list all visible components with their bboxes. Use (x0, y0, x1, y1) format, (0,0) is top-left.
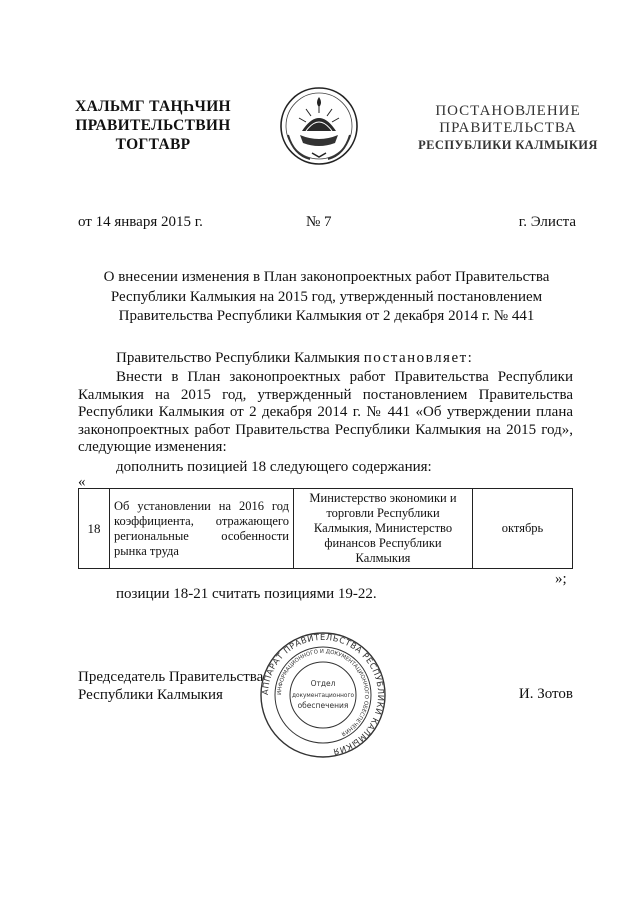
quote-open-mark: « (78, 474, 86, 490)
document-title: О внесении изменения в План законопроектных работ Правительства Республики Калмыкия на 2015 год, утвержденный постановлением Правительства Республики Калмыкия от 2 декабря 2014 г. № 441 (103, 269, 550, 324)
header-kalmyk-line: ХАЛЬМГ ТАҢҺЧИН (75, 98, 231, 115)
signatory-position-line: Председатель Правительства (78, 669, 264, 685)
coat-of-arms-emblem-icon (278, 85, 360, 167)
header-russian-line: РЕСПУБЛИКИ КАЛМЫКИЯ (418, 138, 598, 152)
decree-paragraph-addition: дополнить позицией 18 следующего содержания: (116, 459, 432, 475)
header-kalmyk-line: ПРАВИТЕЛЬСТВИН (75, 117, 231, 134)
table-cell-responsible: Министерство экономики и торговли Республики Калмыкия, Министерство финансов Республики Калмыкия (294, 489, 473, 569)
signatory-name: И. Зотов (518, 686, 573, 702)
header-russian-line: ПРАВИТЕЛЬСТВА (439, 120, 577, 136)
header-russian (408, 103, 608, 154)
header-kalmyk (58, 97, 248, 154)
official-stamp (258, 630, 388, 760)
quote-close-mark: »; (555, 571, 567, 587)
document-city: г. Элиста (518, 214, 576, 230)
stamp-inner-text: ИНФОРМАЦИОННОГО И ДОКУМЕНТАЦИОННОГО ОБЕСПЕЧЕНИЯ (276, 648, 370, 737)
header-kalmyk-line: ТОГТАВР (115, 136, 191, 153)
decree-preamble (78, 350, 573, 368)
document-number: № 7 (306, 214, 332, 230)
stamp-center-line: документационного (291, 693, 355, 699)
signatory-position-line: Республики Калмыкия (78, 687, 223, 703)
table-row (79, 489, 573, 569)
signatory-position (78, 668, 263, 704)
amendment-table (78, 488, 573, 569)
header-russian-line: ПОСТАНОВЛЕНИЕ (435, 103, 581, 119)
preamble-lead: Правительство Республики Калмыкия (116, 350, 364, 366)
document-date: от 14 января 2015 г. (78, 214, 203, 230)
table-cell-term: октябрь (473, 489, 573, 569)
preamble-verb: постановляет: (363, 350, 474, 366)
table-cell-number: 18 (79, 489, 110, 569)
table-cell-name: Об установлении на 2016 год коэффициента, отражающего региональные особенности рынка труда (110, 489, 294, 569)
stamp-center-line: Отдел (310, 679, 336, 688)
decree-paragraph-main: Внести в План законопроектных работ Правительства Республики Калмыкия на 2015 год, утвержденный постановлением Правительства Республики Калмыкия от 2 декабря 2014 г. № 441 «Об утверждении плана законопроектных работ Правительства Республики Калмыкия на 2015 год», следующие изменения: (78, 369, 573, 455)
stamp-outer-text: АППАРАТ ПРАВИТЕЛЬСТВА РЕСПУБЛИКИ КАЛМЫКИЯ (259, 631, 387, 758)
stamp-center-line: обеспечения (297, 701, 349, 710)
decree-paragraph-renumber: позиции 18-21 считать позициями 19-22. (116, 586, 377, 602)
